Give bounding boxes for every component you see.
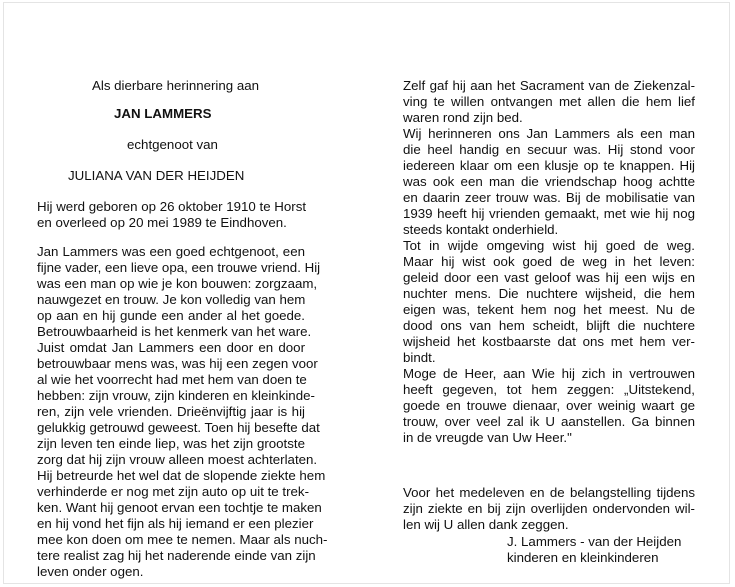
left-body-line: op aan en hij gunde een ander al het goede.	[37, 308, 305, 323]
left-body-line: nauwgezet en trouw. Je kon volledig van hem	[37, 292, 306, 307]
left-body-line: betrouwbaar mens was, was hij een zegen voor	[37, 356, 318, 371]
thanks-line: zijn ziekte en bij zijn overlijden ondervonden wil-	[403, 501, 695, 516]
left-body-line: fijne vader, een lieve opa, een trouwe vriend. Hij	[37, 260, 321, 275]
left-body-line: Betrouwbaarheid is het kenmerk van het ware.	[37, 324, 312, 339]
left-body-line: tere realist zag hij het naderende einde van zijn	[37, 548, 316, 563]
left-body-line: zijn leven ten einde liep, was het zijn grootste	[37, 436, 305, 451]
left-body-line: gelukkig getrouwd geweest. Toen hij besefte dat	[37, 420, 320, 435]
signature-family: kinderen en kleinkinderen	[507, 550, 659, 565]
right-body-line: nuchter mens. Die nuchtere wijsheid, die hem	[403, 286, 695, 301]
right-body-line: iedereen klaar om een klusje op te knappen. Hij	[403, 158, 695, 173]
right-body-line: was ook een man die vriendschap hoog achtte	[403, 174, 695, 189]
right-body-line: trouw, over veel zal ik U aanstellen. Ga binnen	[403, 414, 695, 429]
left-body-line: Juist omdat Jan Lammers een door en door	[37, 340, 305, 355]
left-body-line: en hij vond het fijn als hij iemand er een plezier	[37, 516, 314, 531]
right-body-line: wijsheid het kostbaarste dat ons met hem ver-	[403, 334, 695, 349]
deceased-name: JAN LAMMERS	[114, 106, 212, 121]
right-body-line: bindt.	[403, 350, 436, 365]
left-body-line: ren, zijn vele vrienden. Drieënvijftig jaar is hij	[37, 404, 305, 419]
right-body-line: Maar hij wist ook goed de weg in het leven:	[403, 254, 695, 269]
death-line: en overleed op 20 mei 1989 te Eindhoven.	[37, 215, 287, 230]
right-body-line: Zelf gaf hij aan het Sacrament van de Ziekenzal-	[403, 78, 695, 93]
left-body-line: hebben: zijn vrouw, zijn kinderen en kleinkinde-	[37, 388, 315, 403]
left-body-line: was een man op wie je kon bouwen: zorgzaam,	[37, 276, 318, 291]
left-body-line: mee kon doen om mee te nemen. Maar als nuch-	[37, 532, 328, 547]
right-body-line: heeft gegeven, tot hem zeggen: „Uitstekend,	[403, 382, 695, 397]
spouse-name: JULIANA VAN DER HEIJDEN	[68, 168, 245, 183]
right-body-line: Moge de Heer, aan Wie hij zich in vertrouwen	[403, 366, 695, 381]
left-body-line: zorg dat hij zijn vrouw alleen moest achterlaten.	[37, 452, 318, 467]
right-body-line: ving te willen ontvangen met allen die hem lief	[403, 94, 695, 109]
right-body-line: Wij herinneren ons Jan Lammers als een man	[403, 126, 695, 141]
intro-text: Als dierbare herinnering aan	[92, 78, 260, 93]
left-body-line: verhinderde er nog met zijn auto op uit te trek-	[37, 484, 309, 499]
right-body-line: Tot in wijde omgeving wist hij goed de weg.	[403, 238, 695, 253]
right-body-line: die heel handig en secuur was. Hij stond voor	[403, 142, 695, 157]
right-body-line: dood ons van hem scheidt, blijft die nuchtere	[403, 318, 695, 333]
right-body-line: goede en trouwe dienaar, over weinig waart ge	[403, 398, 695, 413]
relation-text: echtgenoot van	[127, 137, 218, 152]
right-body-line: eigen was, tekent hem nog het meest. Nu de	[403, 302, 695, 317]
right-body-line: en daarin zeer trouw was. Bij de mobilisatie van	[403, 190, 695, 205]
right-body-line: geleid door een vast geloof was hij een wijs en	[403, 270, 695, 285]
right-body-line: 1939 heeft hij vrienden gemaakt, met wie hij nog	[403, 206, 695, 221]
thanks-line: Voor het medeleven en de belangstelling tijdens	[403, 485, 695, 500]
birth-line: Hij werd geboren op 26 oktober 1910 te Horst	[37, 199, 307, 214]
left-body-line: Jan Lammers was een goed echtgenoot, een	[37, 244, 305, 259]
thanks-line: len wij U allen dank zeggen.	[403, 517, 569, 532]
left-body-line: leven onder ogen.	[37, 564, 144, 579]
left-body-line: Hij betreurde het wel dat de slopende ziekte hem	[37, 468, 326, 483]
right-body-line: waren rond zijn bed.	[403, 110, 523, 125]
left-body-line: ken. Want hij genoot ervan een tochtje te maken	[37, 500, 322, 515]
left-body-line: al wie het voorrecht had met hem van doen te	[37, 372, 307, 387]
right-body-line: in de vreugde van Uw Heer."	[403, 430, 572, 445]
signature-name: J. Lammers - van der Heijden	[507, 534, 682, 549]
right-body-line: steeds kontakt onderhield.	[403, 222, 559, 237]
